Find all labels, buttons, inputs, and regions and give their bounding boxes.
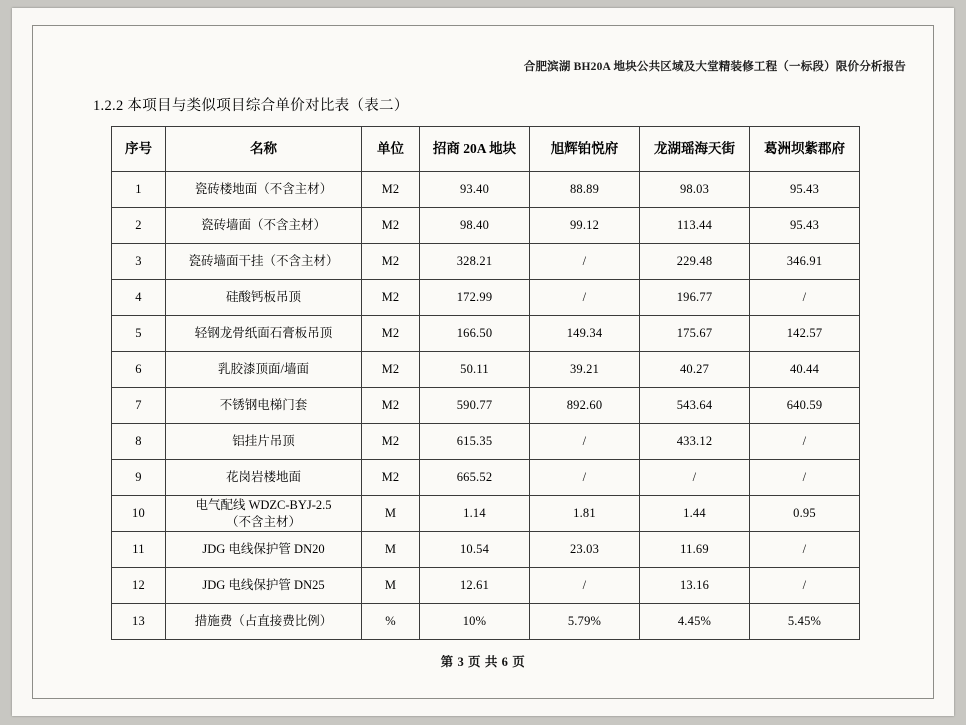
cell-unit: M2 [362,208,420,244]
cell-value-2: 39.21 [530,352,640,388]
cell-value-2: 88.89 [530,172,640,208]
cell-value-4: / [750,532,860,568]
cell-value-3: 4.45% [640,604,750,640]
cell-value-1: 665.52 [420,460,530,496]
cell-seq: 10 [112,496,166,532]
table-row [112,568,860,604]
cell-seq: 7 [112,388,166,424]
comparison-table-wrapper [111,126,859,640]
cell-value-1: 50.11 [420,352,530,388]
table-row [112,604,860,640]
cell-name: 铝挂片吊顶 [166,424,362,460]
cell-name: 瓷砖墙面干挂（不含主材） [166,244,362,280]
cell-seq: 8 [112,424,166,460]
cell-seq: 2 [112,208,166,244]
cell-value-3: 113.44 [640,208,750,244]
column-header-unit: 单位 [362,127,420,172]
cell-value-4: 142.57 [750,316,860,352]
cell-value-3: / [640,460,750,496]
column-header-project-1: 招商 20A 地块 [420,127,530,172]
cell-value-1: 12.61 [420,568,530,604]
cell-value-4: / [750,424,860,460]
cell-unit: M2 [362,172,420,208]
cell-value-3: 98.03 [640,172,750,208]
cell-value-1: 590.77 [420,388,530,424]
cell-value-3: 13.16 [640,568,750,604]
cell-unit: M [362,532,420,568]
cell-value-4: / [750,568,860,604]
cell-value-1: 10.54 [420,532,530,568]
cell-seq: 5 [112,316,166,352]
section-heading: 1.2.2 本项目与类似项目综合单价对比表（表二） [93,98,409,114]
cell-seq: 4 [112,280,166,316]
table-row [112,388,860,424]
cell-value-2: 149.34 [530,316,640,352]
cell-name: JDG 电线保护管 DN25 [166,568,362,604]
cell-unit: M2 [362,460,420,496]
table-row [112,280,860,316]
cell-value-3: 433.12 [640,424,750,460]
cell-value-1: 328.21 [420,244,530,280]
cell-value-4: 640.59 [750,388,860,424]
cell-value-1: 172.99 [420,280,530,316]
cell-unit: M [362,568,420,604]
table-header-row [112,127,860,172]
page-content [33,26,933,698]
cell-value-3: 1.44 [640,496,750,532]
cell-value-3: 543.64 [640,388,750,424]
cell-value-1: 98.40 [420,208,530,244]
cell-name: 乳胶漆顶面/墙面 [166,352,362,388]
cell-unit: M2 [362,244,420,280]
table-row [112,208,860,244]
cell-unit: M2 [362,280,420,316]
table-row [112,352,860,388]
cell-name [166,496,362,532]
cell-unit: M2 [362,352,420,388]
document-page [12,8,954,716]
cell-value-1: 166.50 [420,316,530,352]
cell-value-3: 175.67 [640,316,750,352]
cell-value-3: 196.77 [640,280,750,316]
table-row [112,460,860,496]
cell-name-line-1: 电气配线 WDZC-BYJ-2.5 [195,497,332,512]
table-row [112,424,860,460]
column-header-seq: 序号 [112,127,166,172]
cell-name: 瓷砖墙面（不含主材） [166,208,362,244]
cell-value-4: / [750,460,860,496]
cell-value-2: / [530,280,640,316]
document-running-header: 合肥滨湖 BH20A 地块公共区域及大堂精装修工程（一标段）限价分析报告 [523,61,906,73]
cell-value-2: 1.81 [530,496,640,532]
cell-seq: 1 [112,172,166,208]
column-header-project-3: 龙湖瑶海天街 [640,127,750,172]
cell-name: 花岗岩楼地面 [166,460,362,496]
cell-value-4: 346.91 [750,244,860,280]
cell-name: 措施费（占直接费比例） [166,604,362,640]
cell-value-4: 0.95 [750,496,860,532]
cell-value-4: 95.43 [750,172,860,208]
cell-value-2: / [530,244,640,280]
cell-unit: M [362,496,420,532]
column-header-project-4: 葛洲坝紫郡府 [750,127,860,172]
cell-seq: 3 [112,244,166,280]
cell-name-line-2: （不含主材） [225,514,301,529]
cell-value-2: 23.03 [530,532,640,568]
cell-value-1: 10% [420,604,530,640]
cell-value-1: 615.35 [420,424,530,460]
cell-value-3: 11.69 [640,532,750,568]
cell-unit: M2 [362,316,420,352]
cell-value-4: 5.45% [750,604,860,640]
table-row [112,172,860,208]
cell-value-2: / [530,568,640,604]
page-border-frame [32,25,934,699]
cell-seq: 12 [112,568,166,604]
cell-name: 硅酸钙板吊顶 [166,280,362,316]
page-footer: 第 3 页 共 6 页 [440,655,526,669]
cell-value-1: 93.40 [420,172,530,208]
cell-value-2: 892.60 [530,388,640,424]
cell-value-2: / [530,460,640,496]
cell-unit: % [362,604,420,640]
cell-unit: M2 [362,388,420,424]
table-row [112,532,860,568]
table-row [112,244,860,280]
cell-seq: 11 [112,532,166,568]
cell-name: 瓷砖楼地面（不含主材） [166,172,362,208]
cell-value-2: 99.12 [530,208,640,244]
cell-value-2: 5.79% [530,604,640,640]
cell-value-4: / [750,280,860,316]
cell-value-4: 95.43 [750,208,860,244]
unit-price-comparison-table [111,126,860,640]
cell-name: JDG 电线保护管 DN20 [166,532,362,568]
cell-seq: 13 [112,604,166,640]
table-row [112,316,860,352]
table-body [112,172,860,640]
cell-value-3: 229.48 [640,244,750,280]
cell-seq: 9 [112,460,166,496]
cell-value-2: / [530,424,640,460]
cell-value-3: 40.27 [640,352,750,388]
cell-seq: 6 [112,352,166,388]
column-header-name: 名称 [166,127,362,172]
column-header-project-2: 旭辉铂悦府 [530,127,640,172]
cell-value-1: 1.14 [420,496,530,532]
cell-name: 轻钢龙骨纸面石膏板吊顶 [166,316,362,352]
cell-value-4: 40.44 [750,352,860,388]
table-row [112,496,860,532]
cell-unit: M2 [362,424,420,460]
cell-name: 不锈钢电梯门套 [166,388,362,424]
